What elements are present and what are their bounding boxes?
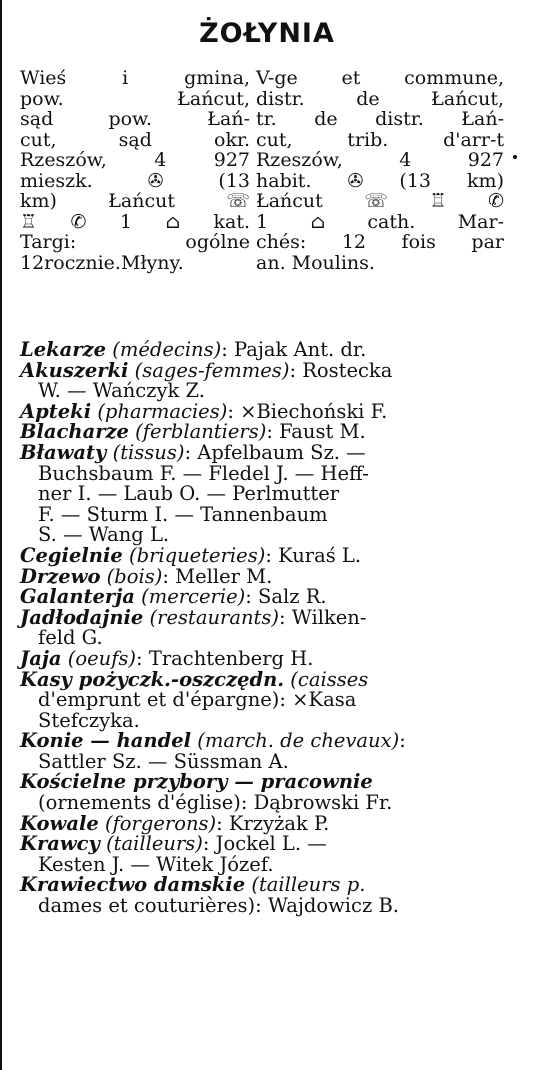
directory-entry [20,811,494,835]
entry-french-category: (ferblantiers) [135,420,267,444]
entry-continuation-line: F. — Sturm I. — Tannenbaum [38,502,328,526]
entry-category: Blacharze [20,420,129,444]
entry-category: Cegielnie [20,543,123,567]
entry-names: : Kuraś L. [265,543,362,567]
directory-entry [20,605,494,650]
entry-names: : Krzyżak P. [216,811,330,835]
entry-french-category: (restaurants) [149,605,279,629]
directory-entry [20,440,494,547]
entry-names: : Jockel L. — [202,832,327,856]
entry-names: : Wilken- [279,605,367,629]
french-line: cut, trib. d'arr-t [256,128,504,151]
directory-entry [20,587,494,608]
directory-entry [20,543,494,567]
entry-category: Lekarze [20,338,107,361]
entry-french-category: (forgerons) [104,811,217,835]
entry-names: : Pajak Ant. dr. [221,338,367,361]
polish-line: ♖ ✆ 1 ⌂ kat. [20,210,250,233]
entry-names: : Trachtenberg H. [136,646,314,670]
entry-continuation-line: Sattler Sz. — Süssman A. [38,749,289,773]
french-line: V-ge et commune, [256,67,504,89]
directory-entry [20,667,494,732]
page-title: ŻOŁYNIA [199,18,335,49]
entry-category: Kasy pożyczk.-oszczędn. [20,667,285,691]
entry-category: Kościelne przybory — pracownie [20,770,373,794]
directory-entry [20,646,494,670]
entry-continuation-line: ner I. — Laub O. — Perlmutter [38,482,340,506]
entry-category: Drzewo [20,564,101,588]
entry-category: Konie — handel [20,729,192,753]
entry-continuation-line: Kesten J. — Witek Józef. [38,852,274,876]
polish-line: km) Łańcut ☏ [20,190,250,212]
entry-names: : Salz R. [245,585,327,609]
entry-french-category: (pharmacies) [97,399,228,423]
entry-continuation-line: (ornements d'église): Dąbrowski Fr. [38,791,393,815]
entry-first-line [20,564,494,588]
french-description [256,68,504,273]
entry-names: : Faust M. [266,420,366,444]
entry-first-line [20,440,494,464]
entry-first-line [20,422,494,443]
entry-first-line [20,543,494,567]
entry-french-category: (tissus) [112,440,185,464]
entry-category: Kowale [20,811,99,835]
ink-dot [513,155,517,159]
entry-continuation-line: dames et couturières): Wajdowicz B. [38,894,399,918]
entry-continuation-line: feld G. [38,626,103,650]
directory-entry [20,399,494,423]
polish-line: Targi: ogólne [20,231,250,253]
polish-line: 12rocznie.Młyny. [20,251,184,274]
entry-first-line [20,340,494,361]
entry-french-category: (briqueteries) [128,543,266,567]
french-line: habit. ✇ (13 km) [256,169,504,192]
french-line: tr. de distr. Łań- [256,108,504,130]
polish-line: Rzeszów, 4 927 [20,149,250,171]
entry-continuation-line: Buchsbaum F. — Fledel J. — Heff- [38,461,369,485]
entry-names: : Apfelbaum Sz. — [184,440,366,464]
entry-category: Krawiectwo damskie [20,873,246,897]
polish-line: sąd pow. Łań- [20,108,250,130]
entry-french-category: (tailleurs) [106,832,203,856]
entry-category: Bławaty [20,440,107,464]
entry-category: Apteki [20,399,92,423]
entry-french-category: (caisses [290,667,369,691]
polish-line: mieszk. ✇ (13 [20,169,250,192]
french-line: distr. de Łańcut, [256,87,504,110]
directory-entry [20,772,494,813]
directory-entry [20,564,494,588]
entry-french-category: (médecins) [112,338,222,361]
entry-first-line [20,731,494,752]
polish-line: pow. Łańcut, [20,87,250,110]
entry-french-category: (march. de chevaux) [197,729,400,753]
entry-first-line [20,605,494,629]
entry-first-line [20,811,494,835]
entry-first-line [20,587,494,608]
business-entries [20,340,494,917]
directory-entry [20,422,494,443]
entry-category: Galanterja [20,585,135,609]
polish-description [20,68,250,273]
directory-entry [20,340,494,361]
entry-first-line [20,399,494,423]
french-line: an. Moulins. [256,251,375,274]
entry-first-line [20,834,494,855]
french-line: Rzeszów, 4 927 [256,149,504,171]
entry-continuation-line: W. — Wańczyk Z. [38,379,205,403]
entry-continuation-line: S. — Wang L. [38,523,170,547]
entry-names: : Rostecka [289,358,393,382]
entry-first-line [20,875,494,896]
french-line: 1 ⌂ cath. Mar- [256,210,504,233]
left-border-rule [0,0,2,1070]
entry-first-line [20,358,494,382]
entry-names: : Meller M. [162,564,273,588]
entry-french-category: (tailleurs p. [251,873,366,897]
entry-first-line [20,772,494,793]
entry-category: Krawcy [20,832,100,856]
entry-names: : ×Biechoński F. [227,399,388,423]
directory-entry [20,358,494,403]
directory-entry [20,731,494,772]
entry-continuation-line: Stefczyka. [38,708,140,732]
entry-category: Jadłodajnie [20,605,144,629]
entry-first-line [20,646,494,670]
entry-first-line [20,667,494,691]
entry-category: Jaja [20,646,62,670]
directory-entry [20,834,494,875]
entry-french-category: (bois) [106,564,163,588]
entry-french-category: (mercerie) [141,585,246,609]
polish-line: cut, sąd okr. [20,128,250,151]
entry-category: Akuszerki [20,358,129,382]
french-line: Łańcut ☏ ♖ ✆ [256,190,504,212]
directory-entry [20,875,494,916]
french-line: chés: 12 fois par [256,231,504,253]
entry-names: : [399,729,406,753]
entry-french-category: (sages-femmes) [134,358,290,382]
entry-french-category: (oeufs) [67,646,137,670]
entry-continuation-line: d'emprunt et d'épargne): ×Kasa [38,688,357,712]
polish-line: Wieś i gmina, [20,67,250,89]
